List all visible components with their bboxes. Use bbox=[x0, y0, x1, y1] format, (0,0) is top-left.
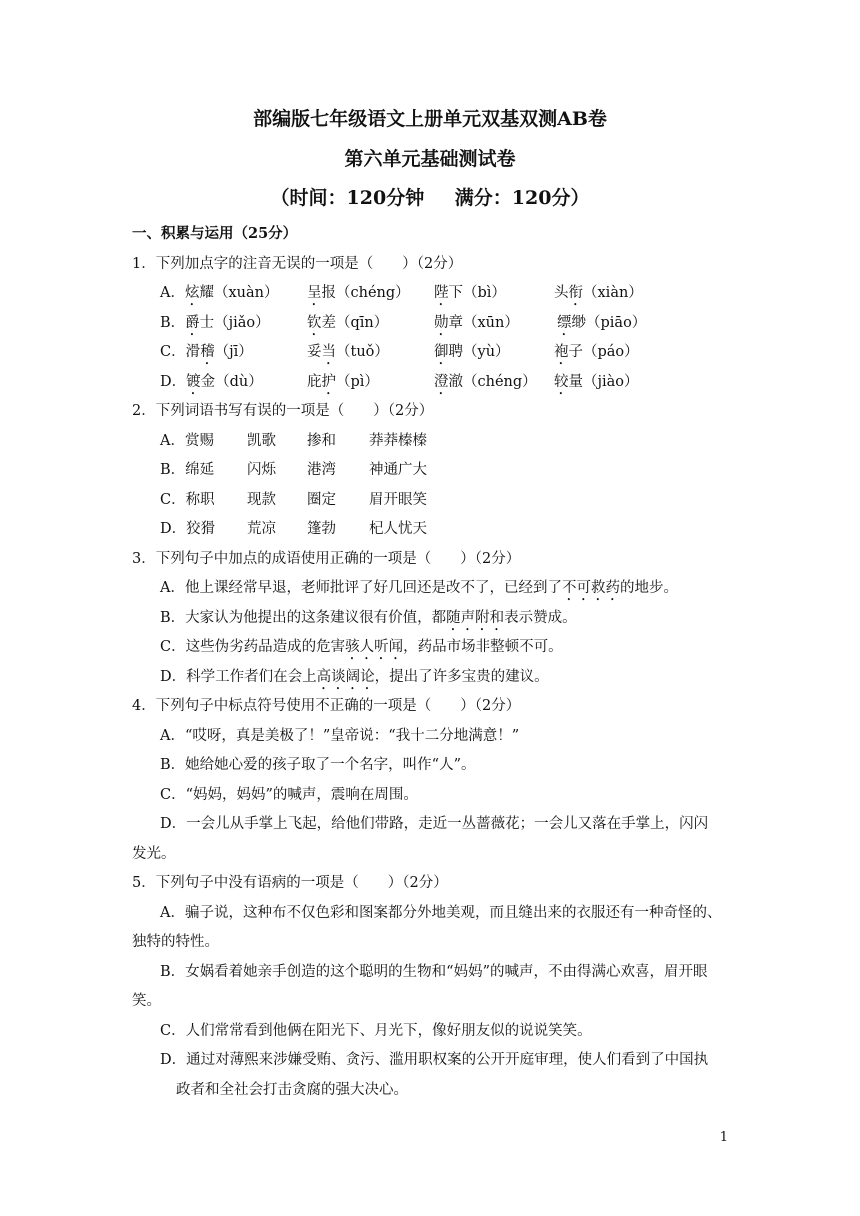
q1-option-d-2: 庇护（pì） bbox=[307, 374, 379, 390]
q1-stem: 1．下列加点字的注音无误的一项是（ ）（2分） bbox=[132, 256, 463, 272]
q1-option-b-4: 缥缈（piāo） bbox=[557, 315, 647, 331]
q1-option-a-2: 呈报（chéng） bbox=[307, 285, 410, 301]
q1-option-b-3: 勋章（xūn） bbox=[434, 315, 519, 331]
q5-option-b: B．女娲看着她亲手创造的这个聪明的生物和“妈妈”的喊声，不由得满心欢喜，眉开眼 bbox=[160, 964, 708, 980]
q2-a-3: 掺和 bbox=[307, 433, 336, 449]
q2-d-4: 杞人忧天 bbox=[369, 521, 427, 537]
q1-option-c-4: 袍子（páo） bbox=[554, 344, 639, 360]
q5-option-c: C．人们常常看到他俩在阳光下、月光下，像好朋友似的说说笑笑。 bbox=[160, 1023, 592, 1039]
doc-title: 部编版七年级语文上册单元双基双测AB卷 bbox=[253, 108, 607, 130]
q5-option-a: A．骗子说，这种布不仅色彩和图案都分外地美观，而且缝出来的衣服还有一种奇怪的、 bbox=[160, 905, 722, 921]
q2-stem: 2．下列词语书写有误的一项是（ ）（2分） bbox=[132, 403, 434, 419]
q4-option-d-cont: 发光。 bbox=[132, 846, 176, 862]
q1-option-d: D．镀金（dù） bbox=[160, 374, 263, 390]
q1-option-a: A．炫耀（xuàn） bbox=[160, 285, 279, 301]
q2-d-1: D．狡猾 bbox=[160, 521, 216, 537]
page-number: 1 bbox=[719, 1130, 728, 1145]
q3-option-b: B．大家认为他提出的这条建议很有价值，都随声附和表示赞成。 bbox=[160, 610, 577, 626]
q1-option-b-2: 钦差（qīn） bbox=[307, 315, 389, 331]
q3-stem: 3．下列句子中加点的成语使用正确的一项是（ ）（2分） bbox=[132, 551, 521, 567]
q5-option-d-cont: 政者和全社会打击贪腐的强大决心。 bbox=[176, 1082, 408, 1098]
q2-c-4: 眉开眼笑 bbox=[369, 492, 427, 508]
q1-option-d-4: 较量（jiào） bbox=[554, 374, 639, 390]
q4-option-d: D．一会儿从手掌上飞起，给他们带路，走近一丛蔷薇花；一会儿又落在手掌上，闪闪 bbox=[160, 816, 709, 832]
doc-subtitle: 第六单元基础测试卷 bbox=[344, 148, 516, 170]
q2-d-3: 篷勃 bbox=[307, 521, 336, 537]
q2-b-1: B．绵延 bbox=[160, 462, 215, 478]
q1-option-a-3: 陛下（bì） bbox=[434, 285, 506, 301]
q5-option-d: D．通过对薄熙来涉嫌受贿、贪污、滥用职权案的公开开庭审理，使人们看到了中国执 bbox=[160, 1052, 709, 1068]
q4-option-c: C．“妈妈，妈妈”的喊声，震响在周围。 bbox=[160, 787, 418, 803]
q2-b-3: 港湾 bbox=[307, 462, 336, 478]
q1-option-a-4: 头衔（xiàn） bbox=[554, 285, 643, 301]
q4-option-a: A．“哎呀，真是美极了！”皇帝说：“我十二分地满意！” bbox=[160, 728, 520, 744]
q5-option-b-cont: 笑。 bbox=[132, 993, 161, 1009]
q2-c-3: 圈定 bbox=[307, 492, 336, 508]
q2-b-4: 神通广大 bbox=[369, 462, 427, 478]
q3-option-d: D．科学工作者们在会上高谈阔论，提出了许多宝贵的建议。 bbox=[160, 669, 549, 685]
q2-a-4: 莽莽榛榛 bbox=[369, 433, 427, 449]
q5-stem: 5．下列句子中没有语病的一项是（ ）（2分） bbox=[132, 875, 448, 891]
q2-c-1: C．称职 bbox=[160, 492, 215, 508]
q1-option-c-3: 御聘（yù） bbox=[434, 344, 510, 360]
q2-a-1: A．赏赐 bbox=[160, 433, 214, 449]
q4-stem: 4．下列句子中标点符号使用不正确的一项是（ ）（2分） bbox=[132, 698, 521, 714]
q1-option-b: B．爵士（jiǎo） bbox=[160, 315, 270, 331]
q1-option-c: C．滑稽（jī） bbox=[160, 344, 253, 360]
q3-option-c: C．这些伪劣药品造成的危害骇人听闻，药品市场非整顿不可。 bbox=[160, 639, 563, 655]
q2-c-2: 现款 bbox=[247, 492, 276, 508]
q3-option-a: A．他上课经常早退，老师批评了好几回还是改不了，已经到了不可救药的地步。 bbox=[160, 580, 678, 596]
q1-option-c-2: 妥当（tuǒ） bbox=[307, 344, 389, 360]
q2-d-2: 荒凉 bbox=[247, 521, 276, 537]
doc-meta: （时间：120分钟 满分：120分） bbox=[270, 187, 590, 209]
section-heading: 一、积累与运用（25分） bbox=[132, 225, 298, 242]
q2-a-2: 凯歌 bbox=[247, 433, 276, 449]
q5-option-a-cont: 独特的特性。 bbox=[132, 934, 219, 950]
q4-option-b: B．她给她心爱的孩子取了一个名字，叫作“人”。 bbox=[160, 757, 476, 773]
q2-b-2: 闪烁 bbox=[247, 462, 276, 478]
q1-option-d-3: 澄澈（chéng） bbox=[434, 374, 537, 390]
